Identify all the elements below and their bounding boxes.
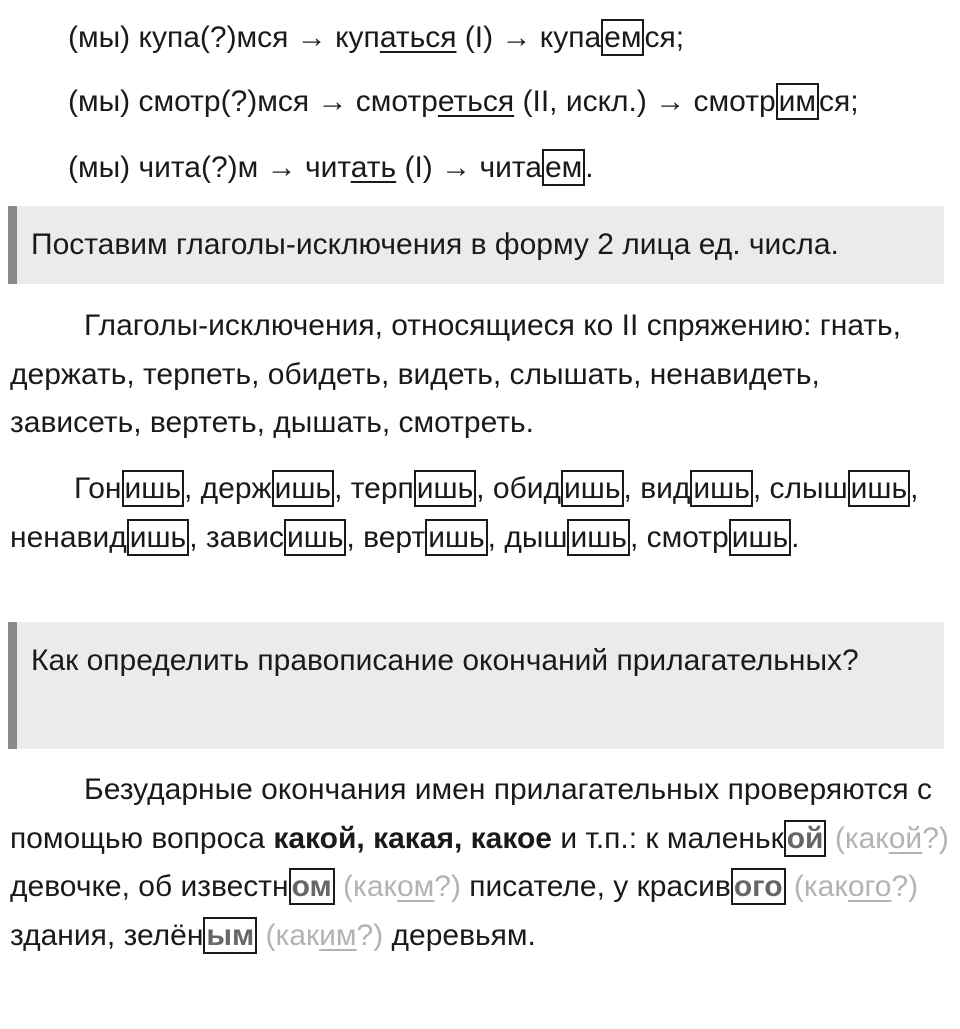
exceptions-paragraph <box>10 302 950 448</box>
underlined-suffix: аться <box>379 21 457 54</box>
question-hint <box>343 870 461 903</box>
example-line-2 <box>68 82 859 121</box>
verb-stem: завис <box>205 520 284 554</box>
verb-stem: ненавид <box>10 520 127 554</box>
boxed-ending: ишь <box>561 470 623 507</box>
example-text: ся; <box>644 21 685 54</box>
hint-text: ?) <box>434 870 461 904</box>
boxed-ending: ишь <box>414 470 476 507</box>
separator: , <box>629 520 647 554</box>
adjective-context: писателе, у красив <box>460 870 731 904</box>
adjective-context: деревьям. <box>383 918 536 952</box>
verb-stem: вид <box>640 472 691 505</box>
boxed-ending: ом <box>289 868 335 905</box>
boxed-ending: ишь <box>848 470 910 507</box>
callout-text: Как определить правописание окончаний прилагательных? <box>31 644 859 677</box>
boxed-ending: ишь <box>122 470 184 507</box>
hint-ending: им <box>319 918 357 952</box>
hint-text: ?) <box>891 870 919 904</box>
underlined-suffix: ать <box>350 151 397 184</box>
separator: , <box>487 520 505 554</box>
verb-forms-list <box>10 470 918 556</box>
boxed-ending: ишь <box>127 519 189 556</box>
question-hint <box>794 870 918 903</box>
separator: , <box>910 472 919 505</box>
boxed-ending: ишь <box>272 470 334 507</box>
example-text: ся; <box>819 85 859 118</box>
boxed-ending: ишь <box>284 519 346 556</box>
hint-ending: ого <box>847 870 892 904</box>
hint-text: (как <box>343 870 397 904</box>
adjective-context: девочке, об известн <box>10 870 289 904</box>
paragraph-text: и т.п.: <box>551 821 646 855</box>
boxed-ending: ого <box>731 868 786 905</box>
adjective-stem: к маленьк <box>645 821 784 855</box>
bold-question: какой, какая, какое <box>273 821 552 855</box>
example-text: (I) → купа <box>456 21 602 54</box>
hint-text: (как <box>265 918 320 952</box>
example-text: . <box>585 151 594 184</box>
question-hint <box>266 919 384 952</box>
example-text: (мы) чита(?)м → чит <box>68 151 351 184</box>
boxed-ending: ишь <box>425 519 487 556</box>
verb-stem: слыш <box>769 472 848 505</box>
boxed-ending: им <box>776 83 819 120</box>
hint-text: (как <box>793 870 848 904</box>
boxed-ending: ой <box>784 820 827 857</box>
separator: . <box>791 520 800 554</box>
separator: , <box>476 472 493 505</box>
example-text: (II, искл.) → смотр <box>514 85 776 118</box>
boxed-ending: ишь <box>690 470 752 507</box>
hint-ending: ом <box>396 870 435 904</box>
verb-stem: верт <box>363 520 426 554</box>
callout-heading <box>8 206 944 284</box>
verb-stem: обид <box>492 472 562 505</box>
separator: , <box>752 472 770 505</box>
verb-stem: Гон <box>74 472 122 505</box>
example-text: (I) → чита <box>396 151 542 184</box>
example-text: (мы) купа(?)мся → куп <box>68 21 380 54</box>
separator: , <box>346 520 364 554</box>
boxed-ending: ишь <box>567 519 629 556</box>
boxed-ending: ем <box>542 149 585 186</box>
example-text: (мы) смотр(?)мся → смотр <box>68 85 438 118</box>
separator: , <box>189 520 206 554</box>
separator: , <box>623 472 641 505</box>
verb-forms-paragraph <box>10 465 950 562</box>
adjective-paragraph <box>10 766 950 960</box>
hint-text: ?) <box>356 918 384 952</box>
boxed-ending: ем <box>601 19 644 56</box>
verb-stem: терп <box>350 472 414 505</box>
question-hint <box>835 822 949 855</box>
separator: , <box>183 472 201 505</box>
verb-stem: смотр <box>646 520 729 554</box>
hint-text: ?) <box>922 821 949 855</box>
verb-stem: дыш <box>504 520 568 554</box>
separator: , <box>334 472 351 505</box>
example-line-1 <box>68 18 684 57</box>
hint-text: (как <box>834 821 889 855</box>
paragraph-text: Глаголы-исключения, относящиеся ко II спряжению: гнать, держать, терпеть, обидеть, видеть, слышать, ненавидеть, зависеть, вертеть, дышать, смотреть. <box>10 309 902 440</box>
boxed-ending: ым <box>203 917 257 954</box>
example-line-3 <box>68 148 594 187</box>
underlined-suffix: еться <box>437 85 515 118</box>
callout-text: Поставим глаголы-исключения в форму 2 лица ед. числа. <box>31 228 839 261</box>
verb-stem: держ <box>200 472 272 505</box>
adjective-context: здания, зелён <box>10 918 204 952</box>
callout-question <box>8 622 944 749</box>
boxed-ending: ишь <box>729 519 791 556</box>
paragraph-text: Безударные окончания имен прилагательных проверяются с помощью вопроса <box>10 773 932 855</box>
hint-ending: ой <box>888 821 923 855</box>
